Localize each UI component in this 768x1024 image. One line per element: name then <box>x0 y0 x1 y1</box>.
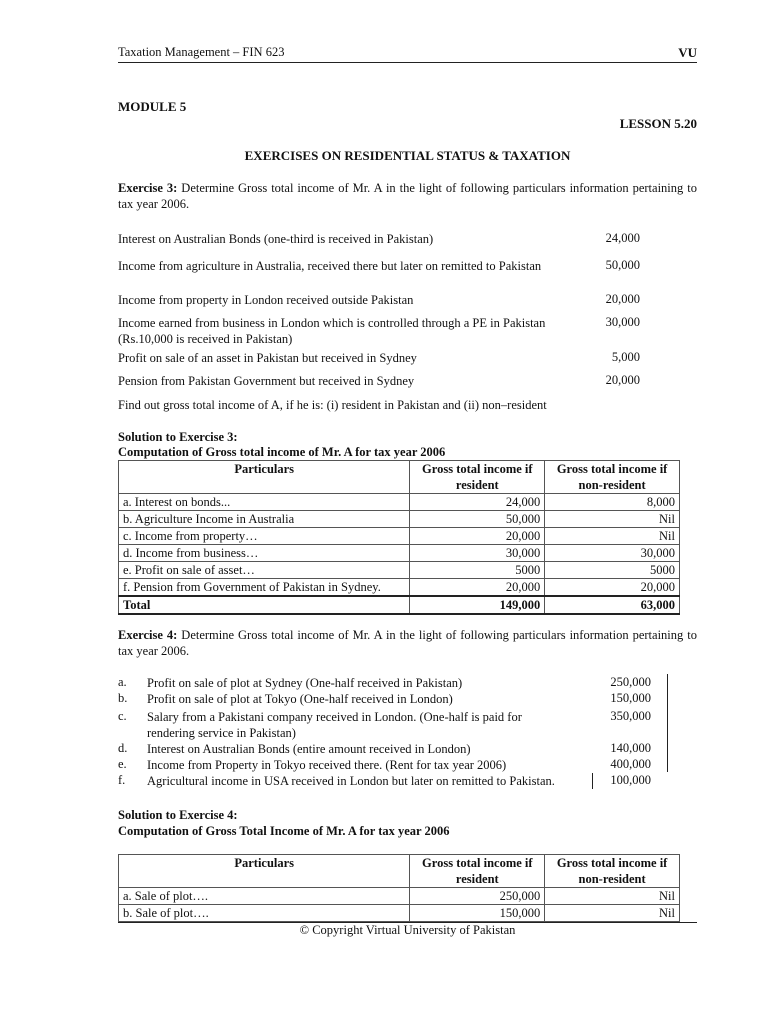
table-row <box>119 579 680 597</box>
table-row <box>119 545 680 562</box>
exercise3-item: Pension from Pakistan Government but received in Sydney <box>118 374 415 388</box>
exercise4-item: Interest on Australian Bonds (entire amount received in London) <box>147 742 471 756</box>
table-cell: 8,000 <box>545 494 680 511</box>
table-cell: b. Sale of plot…. <box>119 905 410 922</box>
header-course-title: Taxation Management – FIN 623 <box>118 45 285 59</box>
exercise3-label: Exercise 3: <box>118 181 178 195</box>
table-cell: a. Sale of plot…. <box>119 888 410 905</box>
exercise4-item-value: 100,000 <box>610 773 651 787</box>
table-row <box>119 528 680 545</box>
document-page <box>118 0 697 1024</box>
table-cell: 5000 <box>410 562 545 579</box>
table-row <box>119 511 680 528</box>
exercise3-item: Income earned from business in London which is controlled through a PE in Pakistan (Rs.10,000 is received in Pakistan) <box>118 316 546 346</box>
table-row <box>119 888 680 905</box>
exercise3-text: Determine Gross total income of Mr. A in the light of following particulars information pertaining to tax year 2006. <box>118 181 697 211</box>
table-cell: 50,000 <box>410 511 545 528</box>
column-header: Gross total income if resident <box>410 461 545 494</box>
table-cell: Total <box>119 596 410 614</box>
table-cell: 250,000 <box>410 888 545 905</box>
module-heading: MODULE 5 <box>118 99 187 114</box>
exercise4-item-value: 140,000 <box>610 741 651 755</box>
table-cell: e. Profit on sale of asset… <box>119 562 410 579</box>
exercise4-text: Determine Gross total income of Mr. A in the light of following particulars information pertaining to tax year 2006. <box>118 628 697 658</box>
table-row <box>119 905 680 922</box>
column-header: Particulars <box>119 855 410 888</box>
exercise4-item-value: 250,000 <box>610 675 651 689</box>
header-logo: VU <box>678 45 697 60</box>
solution3-subheading: Computation of Gross total income of Mr. A for tax year 2006 <box>118 445 446 459</box>
exercise4-item-letter: e. <box>118 757 127 771</box>
exercise4-item-letter: b. <box>118 691 128 705</box>
solution3-heading: Solution to Exercise 3: <box>118 430 238 444</box>
header-rule <box>118 62 697 63</box>
exercise3-item-value: 24,000 <box>605 231 640 245</box>
table-cell: Nil <box>545 905 680 922</box>
solution4-table <box>118 854 680 922</box>
table-cell: c. Income from property… <box>119 528 410 545</box>
lesson-heading: LESSON 5.20 <box>619 116 697 131</box>
exercise3-item-value: 20,000 <box>605 292 640 306</box>
exercise4-intro <box>118 627 697 659</box>
exercise4-item-letter: f. <box>118 773 126 787</box>
exercise4-item-value: 350,000 <box>610 709 651 723</box>
table-cell: 5000 <box>545 562 680 579</box>
exercise4-item: Profit on sale of plot at Tokyo (One-half received in London) <box>147 692 453 706</box>
solution4-subheading: Computation of Gross Total Income of Mr. A for tax year 2006 <box>118 824 450 838</box>
solution4-heading: Solution to Exercise 4: <box>118 808 238 822</box>
exercise4-label: Exercise 4: <box>118 628 178 642</box>
table-cell: 20,000 <box>410 579 545 597</box>
table-header-row <box>119 855 680 888</box>
exercise4-item-value: 150,000 <box>610 691 651 705</box>
exercise4-item-letter: a. <box>118 675 127 689</box>
table-cell: a. Interest on bonds... <box>119 494 410 511</box>
exercise4-item-letter: c. <box>118 709 127 723</box>
exercise3-item-value: 30,000 <box>605 315 640 329</box>
column-header: Gross total income if resident <box>410 855 545 888</box>
column-header: Particulars <box>119 461 410 494</box>
exercise3-intro <box>118 180 697 212</box>
exercise3-question: Find out gross total income of A, if he is: (i) resident in Pakistan and (ii) non–resident <box>118 398 547 412</box>
table-cell: 24,000 <box>410 494 545 511</box>
exercise4-item: Salary from a Pakistani company received in London. (One-half is paid for rendering service in Pakistan) <box>147 710 522 740</box>
exercise3-item-value: 5,000 <box>611 350 640 364</box>
exercise3-item-value: 50,000 <box>605 258 640 272</box>
exercise4-item-letter: d. <box>118 741 128 755</box>
table-cell: 149,000 <box>410 596 545 614</box>
exercise4-item: Agricultural income in USA received in London but later on remitted to Pakistan. <box>147 774 555 788</box>
table-total-row <box>119 596 680 614</box>
exercise3-item: Income from property in London received outside Pakistan <box>118 293 414 307</box>
table-cell: 30,000 <box>545 545 680 562</box>
exercise4-item: Income from Property in Tokyo received there. (Rent for tax year 2006) <box>147 758 507 772</box>
table-row <box>119 562 680 579</box>
table-cell: 20,000 <box>410 528 545 545</box>
table-cell: 20,000 <box>545 579 680 597</box>
column-header: Gross total income if non-resident <box>545 855 680 888</box>
exercise3-item: Income from agriculture in Australia, received there but later on remitted to Pakistan <box>118 259 542 273</box>
copyright-footer: © Copyright Virtual University of Pakistan <box>299 923 516 937</box>
table-cell: 63,000 <box>545 596 680 614</box>
table-cell: Nil <box>545 511 680 528</box>
table-cell: b. Agriculture Income in Australia <box>119 511 410 528</box>
exercise3-item-value: 20,000 <box>605 373 640 387</box>
table-cell: 30,000 <box>410 545 545 562</box>
table-header-row <box>119 461 680 494</box>
table-cell: d. Income from business… <box>119 545 410 562</box>
table-cell: Nil <box>545 888 680 905</box>
column-rule <box>592 773 593 789</box>
table-row <box>119 494 680 511</box>
exercise3-item: Interest on Australian Bonds (one-third is received in Pakistan) <box>118 232 434 246</box>
exercise3-item: Profit on sale of an asset in Pakistan but received in Sydney <box>118 351 417 365</box>
column-header: Gross total income if non-resident <box>545 461 680 494</box>
table-cell: 150,000 <box>410 905 545 922</box>
page-title: EXERCISES ON RESIDENTIAL STATUS & TAXATION <box>244 148 571 163</box>
exercise4-item-value: 400,000 <box>610 757 651 771</box>
exercise4-item: Profit on sale of plot at Sydney (One-half received in Pakistan) <box>147 676 463 690</box>
table-cell: Nil <box>545 528 680 545</box>
solution3-table <box>118 460 680 615</box>
table-cell: f. Pension from Government of Pakistan in Sydney. <box>119 579 410 597</box>
column-rule <box>667 674 668 772</box>
